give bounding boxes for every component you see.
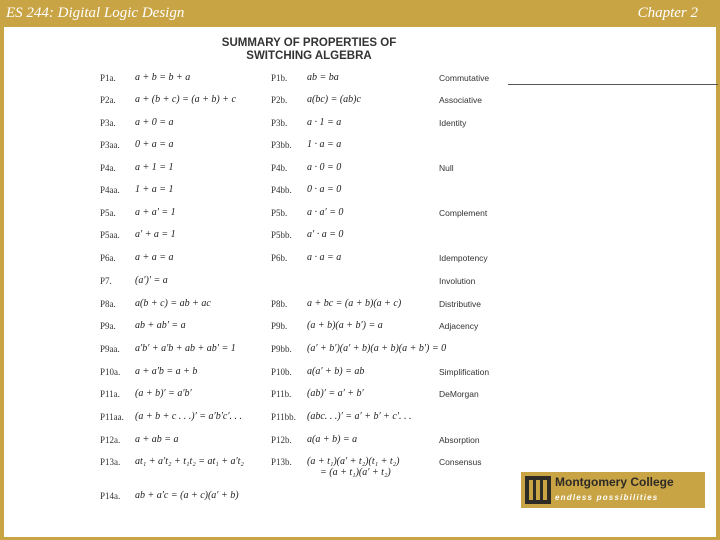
property-label-left: P3aa. — [100, 140, 120, 150]
property-label-right: P5bb. — [271, 230, 292, 240]
property-row — [4, 185, 716, 201]
property-name: Adjacency — [439, 321, 479, 331]
table-title — [202, 37, 416, 63]
property-formula-left: a + b = b + a — [135, 72, 191, 83]
property-formula-right: a(a′ + b) = ab — [307, 366, 365, 377]
property-formula-left: a′ + a = 1 — [135, 229, 176, 240]
property-formula-right-continued: = (a + t₁)(a′ + t₂) — [320, 467, 391, 478]
property-formula-right: a · a′ = 0 — [307, 207, 344, 218]
slide-content — [4, 27, 716, 537]
property-formula-left: a + a′ = 1 — [135, 207, 176, 218]
property-label-left: P1a. — [100, 73, 116, 83]
property-name: Simplification — [439, 367, 490, 377]
property-row — [4, 253, 716, 269]
property-label-right: P2b. — [271, 95, 288, 105]
property-formula-left: (a + b)′ = a′b′ — [135, 388, 192, 399]
property-label-left: P5a. — [100, 208, 116, 218]
property-label-right: P12b. — [271, 435, 292, 445]
property-name: DeMorgan — [439, 389, 479, 399]
property-row — [4, 140, 716, 156]
property-row — [4, 299, 716, 315]
logo-tagline: endless possibilities — [555, 493, 659, 502]
property-row — [4, 435, 716, 451]
property-formula-left: a + ab = a — [135, 434, 179, 445]
property-row — [4, 230, 716, 246]
property-label-right: P10b. — [271, 367, 292, 377]
property-label-right: P11b. — [271, 389, 292, 399]
property-formula-right: 1 · a = a — [307, 139, 342, 150]
property-label-right: P5b. — [271, 208, 288, 218]
property-label-left: P10a. — [100, 367, 121, 377]
property-formula-right: a + bc = (a + b)(a + c) — [307, 298, 402, 309]
property-formula-left: ab + a′c = (a + c)(a′ + b) — [135, 490, 239, 501]
logo-name: Montgomery College — [555, 475, 674, 489]
property-formula-left: (a + b + c . . .)′ = a′b′c′. . . — [135, 411, 243, 422]
property-row — [4, 389, 716, 405]
property-formula-right: (ab)′ = a′ + b′ — [307, 388, 364, 399]
property-row — [4, 95, 716, 111]
property-row — [4, 321, 716, 337]
property-row — [4, 276, 716, 292]
property-formula-left: a + a′b = a + b — [135, 366, 198, 377]
logo-mark-icon — [525, 476, 551, 504]
property-formula-right: ab = ba — [307, 72, 339, 83]
property-name: Consensus — [439, 457, 482, 467]
property-formula-right: 0 · a = 0 — [307, 184, 342, 195]
property-label-left: P5aa. — [100, 230, 120, 240]
property-label-right: P4bb. — [271, 185, 292, 195]
property-label-left: P9a. — [100, 321, 116, 331]
property-label-left: P11aa. — [100, 412, 124, 422]
property-formula-right: (a′ + b′)(a′ + b)(a + b)(a + b′) = 0 — [307, 343, 447, 354]
property-formula-right: a · 0 = 0 — [307, 162, 342, 173]
property-label-left: P7. — [100, 276, 112, 286]
property-row — [4, 118, 716, 134]
property-label-right: P13b. — [271, 457, 292, 467]
property-label-right: P3bb. — [271, 140, 292, 150]
table-title-line-1: SUMMARY OF PROPERTIES OF — [221, 37, 397, 49]
property-label-right: P4b. — [271, 163, 288, 173]
property-formula-right: a(a + b) = a — [307, 434, 358, 445]
property-row — [4, 344, 716, 360]
property-formula-left: a + a = a — [135, 252, 174, 263]
property-label-left: P6a. — [100, 253, 116, 263]
course-title: ES 244: Digital Logic Design — [6, 5, 185, 21]
property-formula-left: 0 + a = a — [135, 139, 174, 150]
property-label-right: P8b. — [271, 299, 288, 309]
property-name: Associative — [439, 95, 482, 105]
property-formula-left: at₁ + a′t₂ + t₁t₂ = at₁ + a′t₂ — [135, 456, 244, 467]
property-formula-left: ab + ab′ = a — [135, 320, 186, 331]
property-label-left: P14a. — [100, 491, 121, 501]
property-label-left: P9aa. — [100, 344, 120, 354]
property-name: Distributive — [439, 299, 482, 309]
property-row — [4, 208, 716, 224]
property-label-right: P3b. — [271, 118, 288, 128]
property-row — [4, 163, 716, 179]
property-label-left: P11a. — [100, 389, 120, 399]
property-formula-right: (a + t₁)(a′ + t₂)(t₁ + t₂) — [307, 456, 400, 467]
property-formula-left: a(b + c) = ab + ac — [135, 298, 211, 309]
property-row — [4, 73, 716, 89]
property-row — [4, 456, 716, 478]
college-logo — [521, 472, 705, 508]
property-label-right: P9b. — [271, 321, 288, 331]
property-name: Idempotency — [439, 253, 488, 263]
property-label-left: P8a. — [100, 299, 116, 309]
property-label-left: P13a. — [100, 457, 121, 467]
chapter-label: Chapter 2 — [637, 5, 698, 21]
property-name: Null — [439, 163, 454, 173]
property-name: Involution — [439, 276, 476, 286]
property-row — [4, 412, 716, 428]
property-formula-left: a′b′ + a′b + ab + ab′ = 1 — [135, 343, 236, 354]
property-label-left: P4a. — [100, 163, 116, 173]
property-label-left: P3a. — [100, 118, 116, 128]
property-formula-right: a · 1 = a — [307, 117, 342, 128]
property-formula-right: a · a = a — [307, 252, 342, 263]
property-label-left: P2a. — [100, 95, 116, 105]
property-formula-right: (abc. . .)′ = a′ + b′ + c′. . . — [307, 411, 412, 422]
property-formula-left: (a′)′ = a — [135, 275, 168, 286]
property-name: Complement — [439, 208, 488, 218]
property-label-right: P1b. — [271, 73, 288, 83]
property-label-right: P6b. — [271, 253, 288, 263]
property-formula-left: a + 1 = 1 — [135, 162, 174, 173]
property-formula-left: a + 0 = a — [135, 117, 174, 128]
property-name: Identity — [439, 118, 467, 128]
property-label-right: P11bb. — [271, 412, 296, 422]
property-formula-right: (a + b)(a + b′) = a — [307, 320, 383, 331]
property-name: Absorption — [439, 435, 480, 445]
slide-header — [0, 0, 720, 26]
table-title-line-2: SWITCHING ALGEBRA — [246, 50, 372, 62]
property-label-left: P12a. — [100, 435, 121, 445]
property-name: Commutative — [439, 73, 490, 83]
property-row — [4, 367, 716, 383]
property-formula-left: a + (b + c) = (a + b) + c — [135, 94, 236, 105]
property-formula-right: a(bc) = (ab)c — [307, 94, 361, 105]
property-label-right: P9bb. — [271, 344, 292, 354]
property-formula-right: a′ · a = 0 — [307, 229, 344, 240]
property-formula-left: 1 + a = 1 — [135, 184, 174, 195]
property-label-left: P4aa. — [100, 185, 120, 195]
